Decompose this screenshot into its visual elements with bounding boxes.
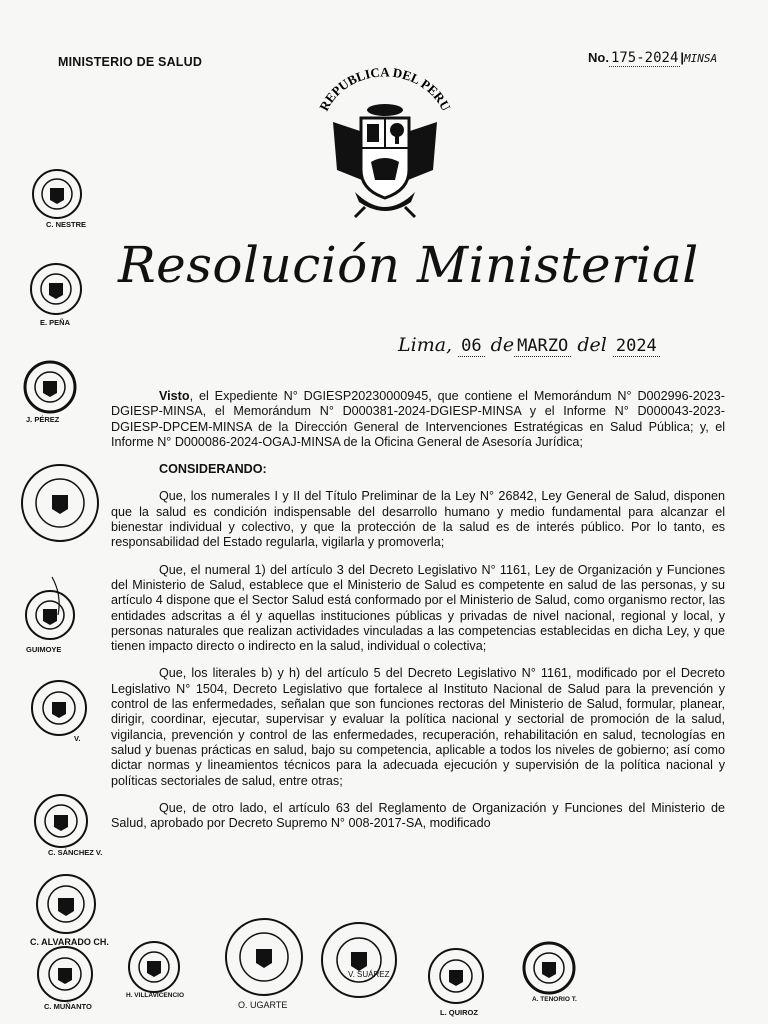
seal-icon	[24, 262, 88, 316]
coat-of-arms-text: REPUBLICA DEL PERU	[316, 64, 454, 114]
seal-stamp	[518, 940, 580, 1001]
visto-paragraph	[111, 389, 725, 450]
seal-name: J. PÉREZ	[26, 415, 60, 424]
seal-stamp	[28, 678, 90, 743]
seal-stamp	[32, 944, 98, 1009]
seal-stamp	[424, 946, 488, 1017]
seal-name: A. TENORIO T.	[532, 996, 577, 1003]
seal-name: V. SUÁREZ	[348, 970, 390, 979]
resolution-number-suffix: MINSA	[684, 52, 718, 65]
date-year: 2024	[613, 336, 660, 357]
seal-icon	[28, 678, 90, 738]
seal-stamp	[124, 940, 184, 999]
visto-label: Visto	[159, 389, 190, 403]
seal-name: C. MUÑANTO	[44, 1002, 92, 1011]
seal-stamp	[18, 360, 82, 424]
seal-stamp	[18, 575, 82, 654]
seal-stamp	[30, 872, 109, 947]
date-line	[398, 334, 660, 356]
seal-name: V.	[74, 734, 81, 743]
seal-name: O. UGARTE	[238, 1000, 288, 1010]
seal-stamp	[318, 920, 400, 1005]
paragraph-4: Que, de otro lado, el artículo 63 del Reglamento de Organización y Funciones del Ministerio de Salud, aprobado por Decreto Supremo N° 008-2017-SA, modificado	[111, 800, 725, 831]
seal-name: E. PEÑA	[40, 318, 71, 327]
date-del: del	[577, 334, 607, 356]
seal-name: H. VILLAVICENCIO	[126, 992, 185, 999]
seal-icon	[30, 792, 92, 850]
seal-name: L. QUIROZ	[440, 1008, 478, 1017]
seal-icon	[18, 575, 82, 643]
seal-icon	[222, 916, 306, 998]
seal-icon	[18, 360, 82, 414]
seal-name: GUIMOYE	[26, 645, 62, 654]
paragraph-2: Que, el numeral 1) del artículo 3 del Decreto Legislativo N° 1161, Ley de Organización y Funciones del Ministerio de Salud, establece que el Ministerio de Salud es competente en salud de las personas, y su artículo 4 dispone que el Sector Salud está conformado por el Ministerio de Salud, como organismo rector, las entidades adscritas a él y aquellas instituciones públicas y privadas de nivel nacional, regional y local, y personas naturales que realizan actividades vinculadas a las competencias establecidas en dicha Ley, y que tienen impacto directo o indirecto en la salud, individual o colectiva;	[111, 562, 725, 654]
seal-icon	[32, 944, 98, 1004]
date-de: de	[490, 334, 515, 356]
seal-icon	[124, 940, 184, 994]
seal-icon	[318, 920, 400, 1000]
date-place: Lima,	[398, 334, 453, 356]
paragraph-1: Que, los numerales I y II del Título Preliminar de la Ley N° 26842, Ley General de Salud, disponen que la salud es condición indispensable del desarrollo humano y medio fundamental para alcanzar el bienestar individual y colectivo, y que la protección de la salud es de interés público. Por lo tanto, es responsabilidad del Estado regularla, vigilarla y promoverla;	[111, 489, 725, 550]
coat-of-arms-icon	[315, 62, 455, 222]
resolution-number-prefix: No.	[588, 50, 609, 65]
seal-icon	[30, 872, 102, 936]
seal-name: C. NESTRE	[46, 220, 87, 229]
seal-stamp	[222, 916, 306, 1010]
resolution-number: No. 175-2024 |MINSA	[588, 50, 718, 66]
document-body	[111, 389, 725, 843]
resolution-number-handwritten: 175-2024	[610, 50, 679, 66]
seal-stamp	[26, 168, 88, 229]
seal-stamp	[24, 262, 88, 327]
visto-text: , el Expediente N° DGIESP20230000945, que contiene el Memorándum N° D002996-2023-DGIESP-MINSA, el Memorándum N° D000381-2024-DGIESP-MINSA y el Informe N° D000043-2023-DGIESP-DPCEM-MINSA de la Dirección General de Intervenciones Estratégicas en Salud Pública; y, el Informe N° D000086-2024-OGAJ-MINSA de la Oficina General de Asesoría Jurídica;	[111, 389, 725, 449]
considerando-heading: CONSIDERANDO:	[159, 462, 267, 477]
seal-icon	[518, 940, 580, 996]
seal-icon	[424, 946, 488, 1006]
paragraph-3: Que, los literales b) y h) del artículo 5 del Decreto Legislativo N° 1161, modificado por el Decreto Legislativo N° 1504, Decreto Legislativo que fortalece al Instituto Nacional de Salud para la prevención y control de las enfermedades, señalan que son funciones rectoras del Ministerio de Salud, formular, planear, dirigir, coordinar, ejecutar, supervisar y evaluar la política nacional y sectorial de promoción de la salud, vigilancia, prevención y control de las enfermedades, recuperación, rehabilitación en salud, tecnologías en salud y buenas prácticas en salud, bajo su competencia, aplicable a todos los niveles de gobierno; así como dictar normas y lineamientos técnicos para la adecuada ejecución y supervisión de la política nacional y políticas sectoriales de salud, entre otras;	[111, 666, 725, 788]
seal-stamp	[18, 462, 102, 549]
seal-name: C. ALVARADO CH.	[30, 937, 109, 947]
seal-stamp	[30, 792, 103, 857]
seal-name: C. SÁNCHEZ V.	[48, 848, 103, 857]
seal-icon	[26, 168, 88, 220]
document-title: Resolución Ministerial	[118, 236, 699, 294]
date-month: MARZO	[514, 336, 571, 357]
seal-icon	[18, 462, 102, 544]
ministry-name: MINISTERIO DE SALUD	[58, 55, 203, 69]
date-day: 06	[458, 336, 484, 357]
